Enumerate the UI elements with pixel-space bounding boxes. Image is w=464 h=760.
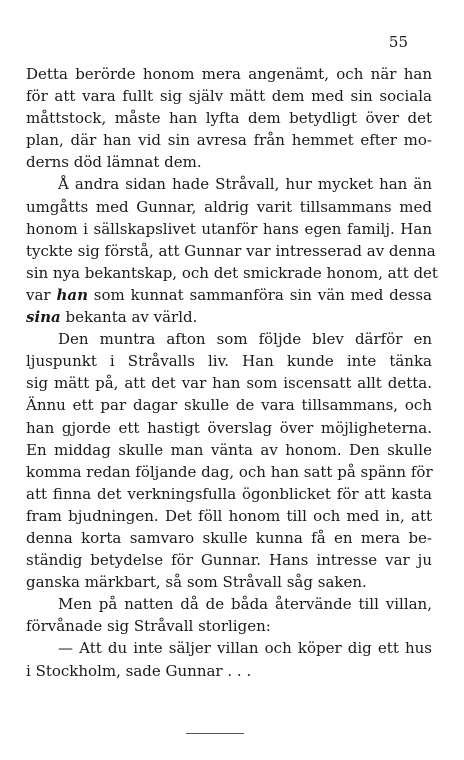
line-text: var: [26, 285, 57, 304]
text-line: att finna det verkningsfulla ögonblicket för att kasta: [26, 484, 432, 503]
text-line: fram bjudningen. Det föll honom till och med in, att: [26, 506, 432, 525]
text-line: ganska märkbart, så som Stråvall såg saken.: [26, 573, 367, 592]
text-line: [26, 284, 432, 306]
text-line: komma redan följande dag, och han satt på spänn för: [26, 462, 433, 481]
text-line: han gjorde ett hastigt överslag över möjligheterna.: [26, 418, 432, 437]
text-line: honom i sällskapslivet utanför hans egen familj. Han: [26, 219, 432, 238]
text-line: måttstock, måste han lyfta dem betydligt över det: [26, 109, 432, 128]
line-text: som kunnat sammanföra sin vän med dessa: [87, 285, 432, 304]
line-text: bekanta av värld.: [60, 308, 198, 327]
text-line: Den muntra afton som följde blev därför en: [58, 330, 432, 349]
text-line: sin nya bekantskap, och det smickrade honom, att det: [26, 263, 438, 282]
emphasized-word: sina: [26, 308, 61, 327]
text-line: derns död lämnat dem.: [26, 153, 202, 172]
text-line: Detta berörde honom mera angenämt, och när han: [26, 65, 432, 83]
text-line: sig mätt på, att det var han som iscensatt allt detta.: [26, 374, 432, 393]
text-line: Å andra sidan hade Stråvall, hur mycket han än: [58, 175, 432, 194]
text-line: denna korta samvaro skulle kunna få en mera be-: [26, 528, 432, 547]
emphasized-word: han: [56, 285, 88, 304]
text-line: — Att du inte säljer villan och köper dig ett hus: [58, 639, 432, 658]
text-line: plan, där han vid sin avresa från hemmet efter mo-: [26, 131, 432, 150]
text-line: Men på natten då de båda återvände till villan,: [58, 595, 432, 614]
text-line: ständig betydelse för Gunnar. Hans intresse var ju: [26, 551, 432, 570]
text-line: umgåtts med Gunnar, aldrig varit tillsammans med: [26, 197, 432, 216]
text-line: [26, 306, 432, 328]
text-line: tyckte sig förstå, att Gunnar var intresserad av denna: [26, 241, 436, 260]
page-number: 55: [388, 33, 408, 51]
text-line: ljuspunkt i Stråvalls liv. Han kunde inte tänka: [26, 352, 432, 371]
body-text: [26, 63, 438, 682]
text-line: i Stockholm, sade Gunnar . . .: [26, 661, 252, 680]
section-rule: [186, 733, 244, 734]
text-line: för att vara fullt sig själv mätt dem med sin sociala: [26, 87, 432, 106]
text-line: En middag skulle man vänta av honom. Den skulle: [26, 440, 432, 459]
text-line: Ännu ett par dagar skulle de vara tillsammans, och: [26, 396, 432, 415]
text-line: förvånade sig Stråvall storligen:: [26, 617, 271, 636]
